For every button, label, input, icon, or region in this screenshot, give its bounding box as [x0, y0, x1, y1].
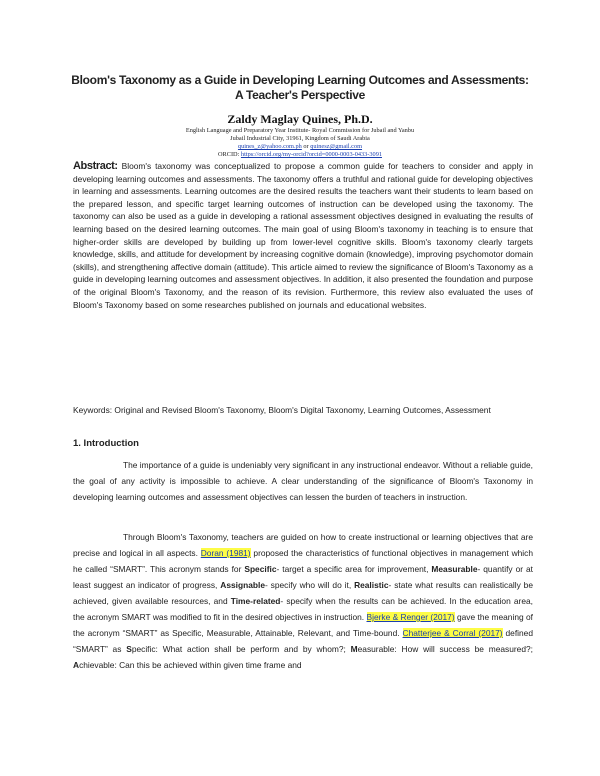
paper-title: Bloom's Taxonomy as a Guide in Developing Learning Outcomes and Assessments: A Teacher's Perspective	[71, 73, 529, 102]
email-link-2[interactable]: quinesz@gmail.com	[310, 143, 363, 150]
citation-bjerke-highlight	[367, 612, 455, 622]
orcid-label: ORCID:	[218, 151, 241, 158]
abstract	[73, 160, 533, 311]
text-run: Through Bloom's Taxonomy, teachers are guided on how to create instructional or learning objectives that are precise and logical in all aspects.	[73, 532, 533, 558]
abstract-text: Bloom's taxonomy was conceptualized to propose a common guide for teachers to consider and apply in developing learning outcomes and assessments. The taxonomy offers a truthful and rational guide for developing objectives in learning and assessments. Learning outcomes are the desired results the teachers want their students to learn based on the prepared lesson, and specific target learning outcomes of instruction can be developed using the taxonomy. The taxonomy can also be used as a guide in developing a rational assessment objectives designed in evaluating the results of learning based on the desired learning outcomes. The main goal of using Bloom's taxonomy in teaching is to ensure that higher-order skills are developed by building up from lower-level cognitive skills. Bloom's taxonomy clearly targets knowledge, skills, and attitude for development by increasing cognitive domain (knowledge), improving psychomotor domain (skills), and strengthening affective domain (attitude). This article aimed to review the significance of Bloom's Taxonomy as a guide in developing learning outcomes and assessment objectives. In addition, it also presented the foundation and purpose of the original Bloom's Taxonomy, and the reason of its revision. Furthermore, this review also evaluated the uses of Bloom's Taxonomy based on some researches published on journals and educational websites.	[73, 161, 533, 310]
text-run: - specify when the results can be achieved. In the education area, the acronym SMART was modified to fit in the desired objectives in instruction.	[73, 596, 533, 622]
intro-paragraph-2	[73, 529, 533, 673]
affiliation-line-2: Jubail Industrial City, 31961, Kingdom of Saudi Arabia	[230, 135, 370, 142]
intro-paragraph-1: The importance of a guide is undeniably very significant in any instructional endeavor. Without a reliable guide, the goal of any activity is impossible to achieve. A clear understanding of the significance of Bloom's Taxonomy in developing learning outcomes and assessment objectives can lessen the burden of teachers in instruction.	[73, 460, 533, 502]
affiliation-line-1: English Language and Preparatory Year Institute- Royal Commission for Jubail and Yanbu	[185, 127, 415, 134]
section-heading-introduction: 1. Introduction	[73, 438, 139, 449]
keyword-realistic: Realistic	[354, 580, 389, 590]
text-run: gave the meaning of the acronym “SMART” as Specific, Measurable, Attainable, Relevant, and Time-bound.	[73, 612, 533, 638]
citation-chatterjee-highlight	[403, 628, 503, 638]
email-line	[0, 143, 600, 151]
text-run: - quantify or at least suggest an indicator of progress,	[73, 564, 533, 590]
keyword-time-related: Time-related	[230, 596, 281, 606]
author-name: Zaldy Maglay Quines, Ph.D.	[227, 112, 373, 126]
text-run: proposed the characteristics of functional objectives in management which he called “SMART”. This acronym stands for	[73, 548, 533, 574]
citation-bjerke-link[interactable]: Bjerke & Renger (2017)	[366, 612, 455, 622]
orcid-link[interactable]: https://orcid.org/my-orcid?orcid=0000-0003-0433-3091	[240, 151, 382, 158]
email-separator: or	[301, 143, 311, 150]
letter-a: A	[73, 660, 80, 670]
citation-doran-link[interactable]: Doran (1981)	[200, 548, 251, 558]
letter-s: S	[126, 644, 132, 654]
email-link-1[interactable]: quines_z@yahoo.com.ph	[237, 143, 302, 150]
text-run: chievable: Can this be achieved within given time frame and	[79, 660, 302, 670]
keyword-measurable: Measurable	[431, 564, 478, 574]
text-run: - specify who will do it,	[264, 580, 355, 590]
keywords: Keywords: Original and Revised Bloom's Taxonomy, Bloom's Digital Taxonomy, Learning Outcomes, Assessment	[73, 405, 491, 415]
text-run: defined “SMART” as	[73, 628, 533, 654]
orcid-line	[0, 151, 600, 159]
abstract-label: Abstract:	[73, 160, 118, 172]
text-run: - target a specific area for improvement,	[276, 564, 432, 574]
text-run: pecific: What action shall be perform and by whom?;	[131, 644, 351, 654]
text-run: easurable: How will success be measured?;	[357, 644, 533, 654]
keyword-specific: Specific	[244, 564, 277, 574]
text-run: - state what results can realistically be achieved, given available resources, and	[73, 580, 533, 606]
citation-doran-highlight	[201, 548, 251, 558]
letter-m: M	[350, 644, 358, 654]
keyword-assignable: Assignable	[220, 580, 265, 590]
citation-chatterjee-link[interactable]: Chatterjee & Corral (2017)	[402, 628, 503, 638]
